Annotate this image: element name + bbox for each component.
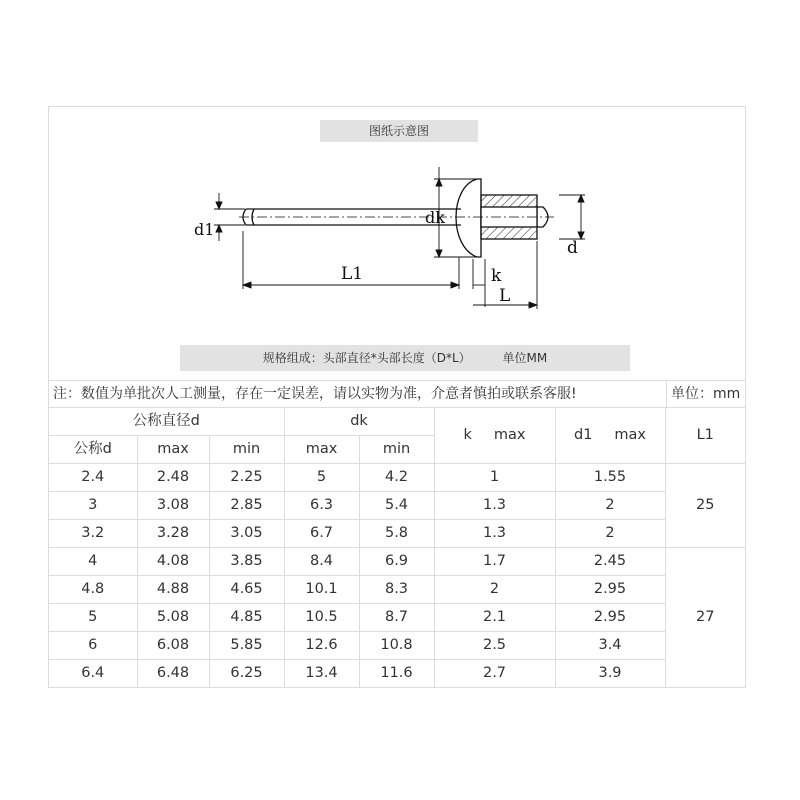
- header-L1: L1: [665, 408, 745, 464]
- cell-d1-max: 3.4: [555, 632, 665, 660]
- header-dk: dk: [284, 408, 434, 436]
- cell-dk-max: 10.1: [284, 576, 359, 604]
- cell-d: 3: [49, 492, 137, 520]
- cell-d-max: 2.48: [137, 464, 209, 492]
- spec-caption: 规格组成：头部直径*头部长度（D*L）: [262, 351, 471, 365]
- table-row: [49, 520, 745, 548]
- cell-d-max: 3.08: [137, 492, 209, 520]
- cell-k-max: 2.5: [434, 632, 555, 660]
- cell-dk-max: 8.4: [284, 548, 359, 576]
- label-d1: d1: [194, 220, 215, 239]
- label-L: L: [499, 286, 511, 306]
- cell-d-max: 4.88: [137, 576, 209, 604]
- cell-k-max: 1.3: [434, 520, 555, 548]
- cell-d-max: 5.08: [137, 604, 209, 632]
- header-row-1: [49, 408, 745, 436]
- cell-d: 4.8: [49, 576, 137, 604]
- cell-d1-max: 1.55: [555, 464, 665, 492]
- cell-k-max: 2: [434, 576, 555, 604]
- cell-d-min: 3.85: [209, 548, 284, 576]
- cell-d: 4: [49, 548, 137, 576]
- cell-dk-min: 5.8: [359, 520, 434, 548]
- cell-d1-max: 2: [555, 492, 665, 520]
- label-dk: dk: [425, 208, 445, 227]
- cell-dk-min: 8.3: [359, 576, 434, 604]
- cell-dk-max: 5: [284, 464, 359, 492]
- cell-L1: 27: [665, 548, 745, 688]
- cell-k-max: 1.7: [434, 548, 555, 576]
- spec-caption-bar: [180, 345, 630, 371]
- subheader-cell: min: [209, 436, 284, 464]
- table-row: [49, 464, 745, 492]
- measurement-note: 注：数值为单批次人工测量，存在一定误差，请以实物为准，介意者慎拍或联系客服!: [53, 386, 577, 402]
- cell-d: 6: [49, 632, 137, 660]
- cell-dk-min: 4.2: [359, 464, 434, 492]
- note-row: [49, 380, 745, 408]
- cell-d1-max: 2.45: [555, 548, 665, 576]
- header-d1: d1: [573, 427, 593, 443]
- table-row: [49, 604, 745, 632]
- cell-d: 5: [49, 604, 137, 632]
- spec-table: [49, 408, 745, 688]
- cell-d-min: 4.85: [209, 604, 284, 632]
- cell-d-max: 6.08: [137, 632, 209, 660]
- table-row: [49, 632, 745, 660]
- subheader-cell: 公称d: [49, 436, 137, 464]
- spec-sheet: [48, 106, 746, 688]
- header-d1-max-label: max: [614, 427, 647, 443]
- header-k: k: [463, 427, 472, 443]
- cell-d-min: 5.85: [209, 632, 284, 660]
- header-k-max-label: max: [493, 427, 526, 443]
- cell-k-max: 1: [434, 464, 555, 492]
- cell-k-max: 1.3: [434, 492, 555, 520]
- table-row: [49, 576, 745, 604]
- label-L1: L1: [341, 264, 364, 284]
- cell-d-max: 4.08: [137, 548, 209, 576]
- drawing-panel: [49, 107, 745, 380]
- cell-d-max: 3.28: [137, 520, 209, 548]
- cell-d-min: 2.85: [209, 492, 284, 520]
- subheader-cell: min: [359, 436, 434, 464]
- header-k-max: [434, 408, 555, 464]
- cell-d-min: 4.65: [209, 576, 284, 604]
- cell-d: 6.4: [49, 660, 137, 688]
- cell-dk-max: 12.6: [284, 632, 359, 660]
- cell-dk-min: 6.9: [359, 548, 434, 576]
- cell-d-min: 6.25: [209, 660, 284, 688]
- cell-dk-min: 11.6: [359, 660, 434, 688]
- cell-dk-min: 5.4: [359, 492, 434, 520]
- cell-d-min: 2.25: [209, 464, 284, 492]
- label-d: d: [567, 238, 578, 258]
- unit-caption: 单位MM: [502, 351, 548, 365]
- header-d1-max: [555, 408, 665, 464]
- subheader-cell: max: [284, 436, 359, 464]
- cell-d1-max: 3.9: [555, 660, 665, 688]
- header-nominal-diameter: 公称直径d: [49, 408, 284, 436]
- cell-d1-max: 2: [555, 520, 665, 548]
- cell-L1: 25: [665, 464, 745, 548]
- table-row: [49, 660, 745, 688]
- cell-k-max: 2.1: [434, 604, 555, 632]
- cell-dk-max: 13.4: [284, 660, 359, 688]
- unit-label: 单位：mm: [666, 381, 750, 407]
- cell-dk-max: 6.3: [284, 492, 359, 520]
- cell-dk-max: 6.7: [284, 520, 359, 548]
- table-row: [49, 548, 745, 576]
- label-k: k: [491, 266, 502, 286]
- subheader-cell: max: [137, 436, 209, 464]
- cell-dk-min: 10.8: [359, 632, 434, 660]
- cell-d1-max: 2.95: [555, 576, 665, 604]
- cell-dk-max: 10.5: [284, 604, 359, 632]
- drawing-title: 图纸示意图: [320, 120, 478, 142]
- cell-k-max: 2.7: [434, 660, 555, 688]
- cell-d: 3.2: [49, 520, 137, 548]
- cell-d-max: 6.48: [137, 660, 209, 688]
- rivet-diagram: [49, 107, 745, 347]
- cell-dk-min: 8.7: [359, 604, 434, 632]
- cell-d: 2.4: [49, 464, 137, 492]
- cell-d1-max: 2.95: [555, 604, 665, 632]
- cell-d-min: 3.05: [209, 520, 284, 548]
- table-row: [49, 492, 745, 520]
